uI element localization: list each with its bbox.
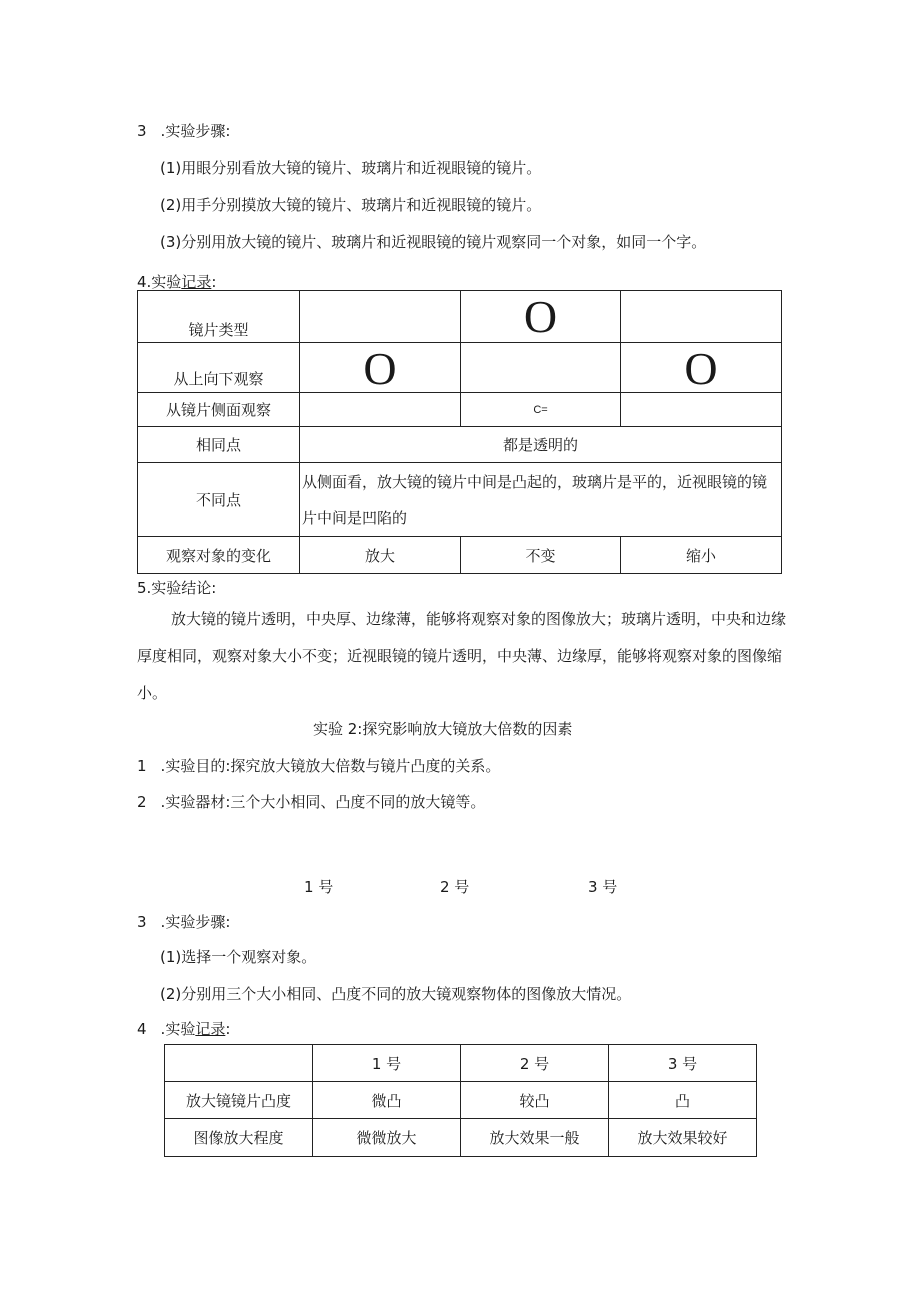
table-header-row	[165, 1045, 757, 1082]
lens-comparison-table	[137, 290, 782, 574]
lens-label-3: 3 号	[588, 878, 618, 896]
experiment-2-title: 实验 2:探究影响放大镜放大倍数的因素	[313, 720, 573, 738]
table-row	[165, 1119, 757, 1157]
materials-text: .实验器材:三个大小相同、凸度不同的放大镜等。	[160, 793, 486, 811]
table-cell	[300, 393, 461, 427]
same-text: 都是透明的	[300, 427, 782, 463]
table-row	[138, 463, 782, 537]
table-cell: 放大效果一般	[461, 1119, 609, 1157]
record-underlined: 记录	[181, 273, 212, 291]
lens-label-1: 1 号	[304, 878, 334, 896]
record-heading-1	[137, 271, 216, 292]
change-myopia: 缩小	[621, 537, 782, 574]
row-label: 图像放大程度	[165, 1119, 313, 1157]
side-symbol-glass: C=	[461, 393, 621, 427]
steps-heading-number: 3	[137, 122, 147, 140]
record-underlined: 记录	[195, 1020, 226, 1038]
row-label-diff: 不同点	[138, 463, 300, 537]
table-row	[138, 393, 782, 427]
steps-heading-number: 3	[137, 913, 147, 931]
row-label-side-view: 从镜片侧面观察	[138, 393, 300, 427]
step-item: (1)用眼分别看放大镜的镜片、玻璃片和近视眼镜的镜片。	[160, 159, 542, 177]
lens-symbol: O	[363, 343, 397, 394]
record-suffix: :	[211, 273, 217, 291]
table-row	[138, 343, 782, 393]
purpose-line	[137, 755, 500, 776]
table-cell	[621, 291, 782, 343]
table-row	[138, 427, 782, 463]
table-cell: 微凸	[313, 1082, 461, 1119]
header-cell: 1 号	[313, 1045, 461, 1082]
steps-heading-2	[137, 911, 230, 932]
step-item: (3)分别用放大镜的镜片、玻璃片和近视眼镜的镜片观察同一个对象，如同一个字。	[160, 233, 707, 251]
record-number: 4	[137, 1020, 147, 1038]
step-item: (2)用手分别摸放大镜的镜片、玻璃片和近视眼镜的镜片。	[160, 196, 542, 214]
convexity-table	[164, 1044, 757, 1157]
purpose-text: .实验目的:探究放大镜放大倍数与镜片凸度的关系。	[160, 757, 501, 775]
lens-label-2: 2 号	[440, 878, 470, 896]
materials-line	[137, 791, 485, 812]
diff-text: 从侧面看，放大镜的镜片中间是凸起的，玻璃片是平的，近视眼镜的镜片中间是凹陷的	[300, 463, 782, 537]
conclusion-heading: 5.实验结论:	[137, 579, 217, 597]
table-row	[138, 291, 782, 343]
steps-heading-text: .实验步骤:	[160, 913, 231, 931]
record-prefix: .实验	[160, 1020, 196, 1038]
lens-symbol: O	[523, 291, 558, 342]
header-cell: 3 号	[609, 1045, 757, 1082]
change-magnifier: 放大	[300, 537, 461, 574]
row-label-change: 观察对象的变化	[138, 537, 300, 574]
conclusion-paragraph: 放大镜的镜片透明，中央厚、边缘薄，能够将观察对象的图像放大；玻璃片透明，中央和边缘厚度相同，观察对象大小不变；近视眼镜的镜片透明，中央薄、边缘厚，能够将观察对象的图像缩小。	[137, 610, 787, 702]
steps-heading-text: .实验步骤:	[160, 122, 231, 140]
header-cell	[165, 1045, 313, 1082]
lens-symbol-glass	[461, 291, 621, 343]
step-item: (1)选择一个观察对象。	[160, 948, 317, 966]
record-prefix: 4.实验	[137, 273, 182, 291]
lens-symbol: O	[684, 343, 718, 394]
row-label-top-view: 从上向下观察	[138, 343, 300, 393]
steps-heading-1	[137, 120, 230, 141]
purpose-number: 1	[137, 757, 147, 775]
row-label-lens-type: 镜片类型	[138, 291, 300, 343]
table-cell	[300, 291, 461, 343]
header-cell: 2 号	[461, 1045, 609, 1082]
row-label-same: 相同点	[138, 427, 300, 463]
table-row	[138, 537, 782, 574]
table-cell	[621, 393, 782, 427]
materials-number: 2	[137, 793, 147, 811]
table-cell: 较凸	[461, 1082, 609, 1119]
record-heading-2	[137, 1018, 230, 1039]
lens-symbol-myopia	[621, 343, 782, 393]
table-cell	[461, 343, 621, 393]
lens-symbol-magnifier	[300, 343, 461, 393]
change-glass: 不变	[461, 537, 621, 574]
table-cell: 微微放大	[313, 1119, 461, 1157]
table-row	[165, 1082, 757, 1119]
record-suffix: :	[225, 1020, 231, 1038]
table-cell: 凸	[609, 1082, 757, 1119]
row-label: 放大镜镜片凸度	[165, 1082, 313, 1119]
table-cell: 放大效果较好	[609, 1119, 757, 1157]
step-item: (2)分别用三个大小相同、凸度不同的放大镜观察物体的图像放大情况。	[160, 985, 632, 1003]
